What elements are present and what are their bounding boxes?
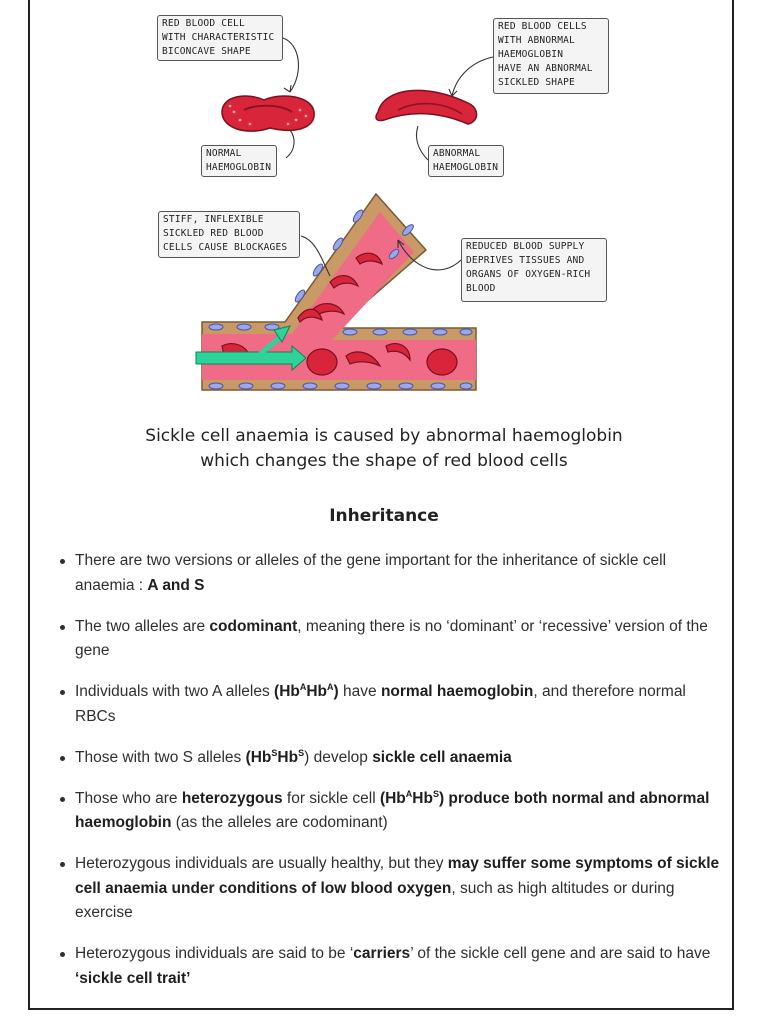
section-heading: Inheritance <box>329 506 439 526</box>
normal-red-blood-cell <box>222 96 314 131</box>
sickle-red-blood-cell <box>376 90 477 124</box>
list-item: The two alleles are codominant, meaning there is no ‘dominant’ or ‘recessive’ version of the gene <box>52 615 724 664</box>
label-stiff-cells: STIFF, INFLEXIBLE SICKLED RED BLOOD CELLS CAUSE BLOCKAGES <box>158 211 300 258</box>
sickle-cell-diagram <box>0 0 768 420</box>
inheritance-list <box>52 549 724 1008</box>
list-item: Those with two S alleles $(Hb^SHb^S)$ develop sickle cell anaemia <box>52 746 724 771</box>
figure-caption <box>0 424 768 474</box>
caption-line-1: Sickle cell anaemia is caused by abnormal haemoglobin <box>145 426 623 446</box>
list-item: Individuals with two A alleles $(Hb^AHb^A)$ have normal haemoglobin, and therefore normal RBCs <box>52 680 724 729</box>
list-item: There are two versions or alleles of the gene important for the inheritance of sickle cell anaemia : A and S <box>52 549 724 598</box>
caption-line-2: which changes the shape of red blood cells <box>200 451 568 471</box>
list-item: Heterozygous individuals are usually healthy, but they may suffer some symptoms of sickle cell anaemia under conditions of low blood oxygen, such as high altitudes or during exercise <box>52 852 724 926</box>
list-item: Heterozygous individuals are said to be ‘carriers’ of the sickle cell gene and are said to have ‘sickle cell trait’ <box>52 942 724 991</box>
label-normal-rbc: RED BLOOD CELL WITH CHARACTERISTIC BICONCAVE SHAPE <box>157 15 283 61</box>
label-reduced-blood-supply: REDUCED BLOOD SUPPLY DEPRIVES TISSUES AND ORGANS OF OXYGEN-RICH BLOOD <box>461 238 607 302</box>
label-abnormal-haemoglobin: ABNORMAL HAEMOGLOBIN <box>428 145 504 177</box>
label-normal-haemoglobin: NORMAL HAEMOGLOBIN <box>201 145 277 177</box>
list-item: Those who are heterozygous for sickle cell $(Hb^AHb^S)$ produce both normal and abnormal haemoglobin (as the alleles are codominant) <box>52 787 724 836</box>
label-abnormal-rbc: RED BLOOD CELLS WITH ABNORMAL HAEMOGLOBIN HAVE AN ABNORMAL SICKLED SHAPE <box>493 18 609 94</box>
